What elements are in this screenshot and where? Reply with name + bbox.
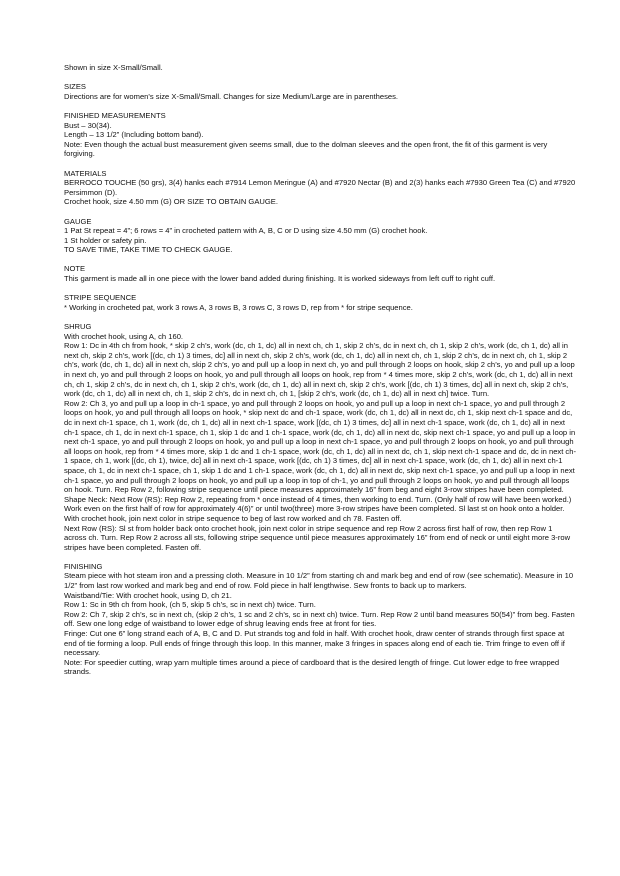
finished-measurements-section: [64, 111, 576, 159]
sizes-text: Directions are for women's size X-Small/Small. Changes for size Medium/Large are in parentheses.: [64, 91, 399, 101]
sizes-heading: SIZES: [64, 82, 86, 92]
steam-instructions: Steam piece with hot steam iron and a pressing cloth. Measure in 10 1/2” from starting ch and mark beg and end of row (see schematic). Measure in 10 1/2” from last row worked and mark beg and end of row. Fold piece in half lengthwise. Sew fronts to back up to markers.: [64, 571, 574, 591]
gauge-line: 1 Pat St repeat = 4”; 6 rows = 4” in crocheted pattern with A, B, C or D using size 4.50 mm (G) crochet hook.: [64, 226, 428, 236]
note-text: This garment is made all in one piece with the lower band added during finishing. It is worked sideways from left cuff to right cuff.: [64, 274, 496, 284]
stripe-sequence-text: * Working in crocheted pat, work 3 rows A, 3 rows B, 3 rows C, 3 rows D, rep from * for stripe sequence.: [64, 302, 413, 312]
gauge-section: [64, 217, 576, 255]
shrug-section: [64, 322, 576, 552]
fringe-note: Note: For speedier cutting, wrap yarn multiple times around a piece of cardboard that is the desired length of fringe. Cut lower edge to free wrapped strands.: [64, 657, 560, 677]
stripe-sequence-heading: STRIPE SEQUENCE: [64, 293, 137, 303]
hook-line: Crochet hook, size 4.50 mm (G) OR SIZE TO OBTAIN GAUGE.: [64, 197, 278, 207]
fit-note: Note: Even though the actual bust measurement given seems small, due to the dolman sleeves and the open front, the fit of this garment is very forgiving.: [64, 139, 548, 159]
shape-neck-instructions: Shape Neck: Next Row (RS): Rep Row 2, repeating from * once instead of 4 times, then working to end. Turn. (Only half of row will have been worked.) Work even on the first half of row for approximately 4(6)” or until two(three) more 3-row stripes have been completed. Sl last st on hook onto a holder. With crochet hook, join next color in stripe sequence to beg of last row worked and ch 78. Fasten off.: [64, 494, 572, 523]
fringe-instructions: Fringe: Cut one 6” long strand each of A, B, C and D. Put strands tog and fold in half. With crochet hook, draw center of strands through first space at end of tie forming a loop. Pull ends of fringe through this loop. In this manner, make 3 fringes in spaces along end of each tie. Trim fringe to even off if necessary.: [64, 629, 565, 658]
shrug-heading: SHRUG: [64, 322, 92, 332]
finished-measurements-heading: FINISHED MEASUREMENTS: [64, 110, 166, 120]
row-1-instructions: Row 1: Dc in 4th ch from hook, * skip 2 ch’s, work (dc, ch 1, dc) all in next ch, ch 1, skip 2 ch’s, dc in next ch, ch 1, skip 2 ch’s, work (dc, ch 1, dc) all in next ch, skip 2 ch’s, work [(dc, ch 1) 3 times, dc] all in next ch, skip 2 ch’s, work (dc, ch 1, dc) all in next ch, ch 1, skip 2 ch’s, dc in next ch, ch 1, skip 2 ch’s, work (dc, ch 1, dc) all in next ch, skip 2 ch’s, yo and pull up a loop in next ch, yo and pull through 2 loops on hook, skip 2 ch’s, yo and pull up a loop in next ch, yo and pull through 2 loops on hook, yo and pull through all loops on hook, rep from * 4 times more, skip 2 ch’s, work (dc, ch 1, dc) all in next ch, ch 1, skip 2 ch’s, dc in next ch, ch 1, skip 2 ch’s, work (dc, ch 1, dc) all in next ch, skip 2 ch’s, work [(dc, ch 1) 3 times, dc] all in next ch, skip 2 ch’s, work (dc, ch 1, dc) all in next ch, ch 1, skip 2 ch’s, dc in next ch, ch 1, [skip 2 ch’s, work (dc, ch 1, dc) all in next ch] twice. Turn.: [64, 341, 575, 399]
waistband-line: Waistband/Tie: With crochet hook, using D, ch 21.: [64, 590, 232, 600]
note-heading: NOTE: [64, 264, 86, 274]
waistband-row-2: Row 2: Ch 7, skip 2 ch’s, sc in next ch, (skip 2 ch’s, 1 sc and 2 ch’s, sc in next ch) twice. Turn. Rep Row 2 until band measures 50(54)” from beg. Fasten off. Sew one long edge of waistband to lower edge of shrug leaving ends free at front for ties.: [64, 609, 575, 629]
finishing-heading: FINISHING: [64, 561, 103, 571]
stripe-sequence-section: [64, 293, 576, 312]
materials-heading: MATERIALS: [64, 168, 107, 178]
check-gauge-line: TO SAVE TIME, TAKE TIME TO CHECK GAUGE.: [64, 245, 233, 255]
note-section: [64, 264, 576, 283]
next-row-instructions: Next Row (RS): Sl st from holder back onto crochet hook, join next color in stripe sequence and rep Row 2 across first half of row, then rep Row 1 across ch. Turn. Rep Row 2 across all sts, following stripe sequence until piece measures approximately 16” from end of neck or until eight more 3-row stripes have been completed. Fasten off.: [64, 523, 571, 552]
yarn-line: BERROCO TOUCHE (50 grs), 3(4) hanks each #7914 Lemon Meringue (A) and #7920 Nectar (B) and 2(3) hanks each #7930 Green Tea (C) and #7920 Persimmon (D).: [64, 178, 576, 197]
bust-line: Bust – 30(34).: [64, 120, 112, 130]
holder-line: 1 St holder or safety pin.: [64, 235, 147, 245]
sizes-section: [64, 82, 576, 101]
row-2-instructions: Row 2: Ch 3, yo and pull up a loop in ch-1 space, yo and pull through 2 loops on hook, yo and pull up a loop in next ch-1 space, yo and pull through 2 loops on hook, yo and pull through all loops on hook, * skip next dc and ch-1 space, work (dc, ch 1, dc) all in next dc, ch 1, skip next ch-1 space and dc, dc in next ch-1 space, ch 1, work (dc, ch 1, dc) all in next ch-1 space, work [(dc, ch 1) 3 times, dc] all in next ch-1 space, work (dc, ch 1, dc) all in next ch-1 space, ch 1, dc in next ch-1 space, ch 1, skip 1 dc and 1 ch-1 space, work (dc, ch 1, dc) all in next dc, skip next ch-1 space, yo and pull up a loop in next ch-1 space, yo and pull through 2 loops on hook, yo and pull up a loop in next ch-1 space, yo and pull through 2 loops on hook, yo and pull through all loops on hook, rep from * 4 times more, skip 1 dc and 1 ch-1 space, work (dc, ch 1, dc) all in next dc, ch 1, skip next ch-1 space and dc, dc in next ch-1 space, ch 1, work [(dc, ch 1), twice, dc] all in next ch-1 space, work [(dc, ch 1) 3 times, dc] all in next ch-1 space, work (dc, ch 1, dc) all in next ch-1 space, ch 1, dc in next ch-1 space, ch 1, skip 1 dc and 1 ch-1 space, work (dc, ch 1, dc) all in next dc, skip next ch-1 space, yo and pull up a loop in next ch-1 space, yo and pull through 2 loops on hook, yo and pull up a loop in top of ch-1, yo and pull through 2 loops on hook, yo and pull through all loops on hook. Turn. Rep Row 2, following stripe sequence until piece measures approximately 16” from beg and eight 3-row stripes have been completed.: [64, 398, 576, 495]
intro-line: Shown in size X-Small/Small.: [64, 63, 163, 72]
materials-section: [64, 169, 576, 207]
gauge-heading: GAUGE: [64, 216, 92, 226]
finishing-section: [64, 562, 576, 677]
length-line: Length – 13 1/2” (Including bottom band).: [64, 130, 204, 140]
waistband-row-1: Row 1: Sc in 9th ch from hook, (ch 5, skip 5 ch’s, sc in next ch) twice. Turn.: [64, 600, 316, 610]
cast-on-line: With crochet hook, using A, ch 160.: [64, 331, 184, 341]
